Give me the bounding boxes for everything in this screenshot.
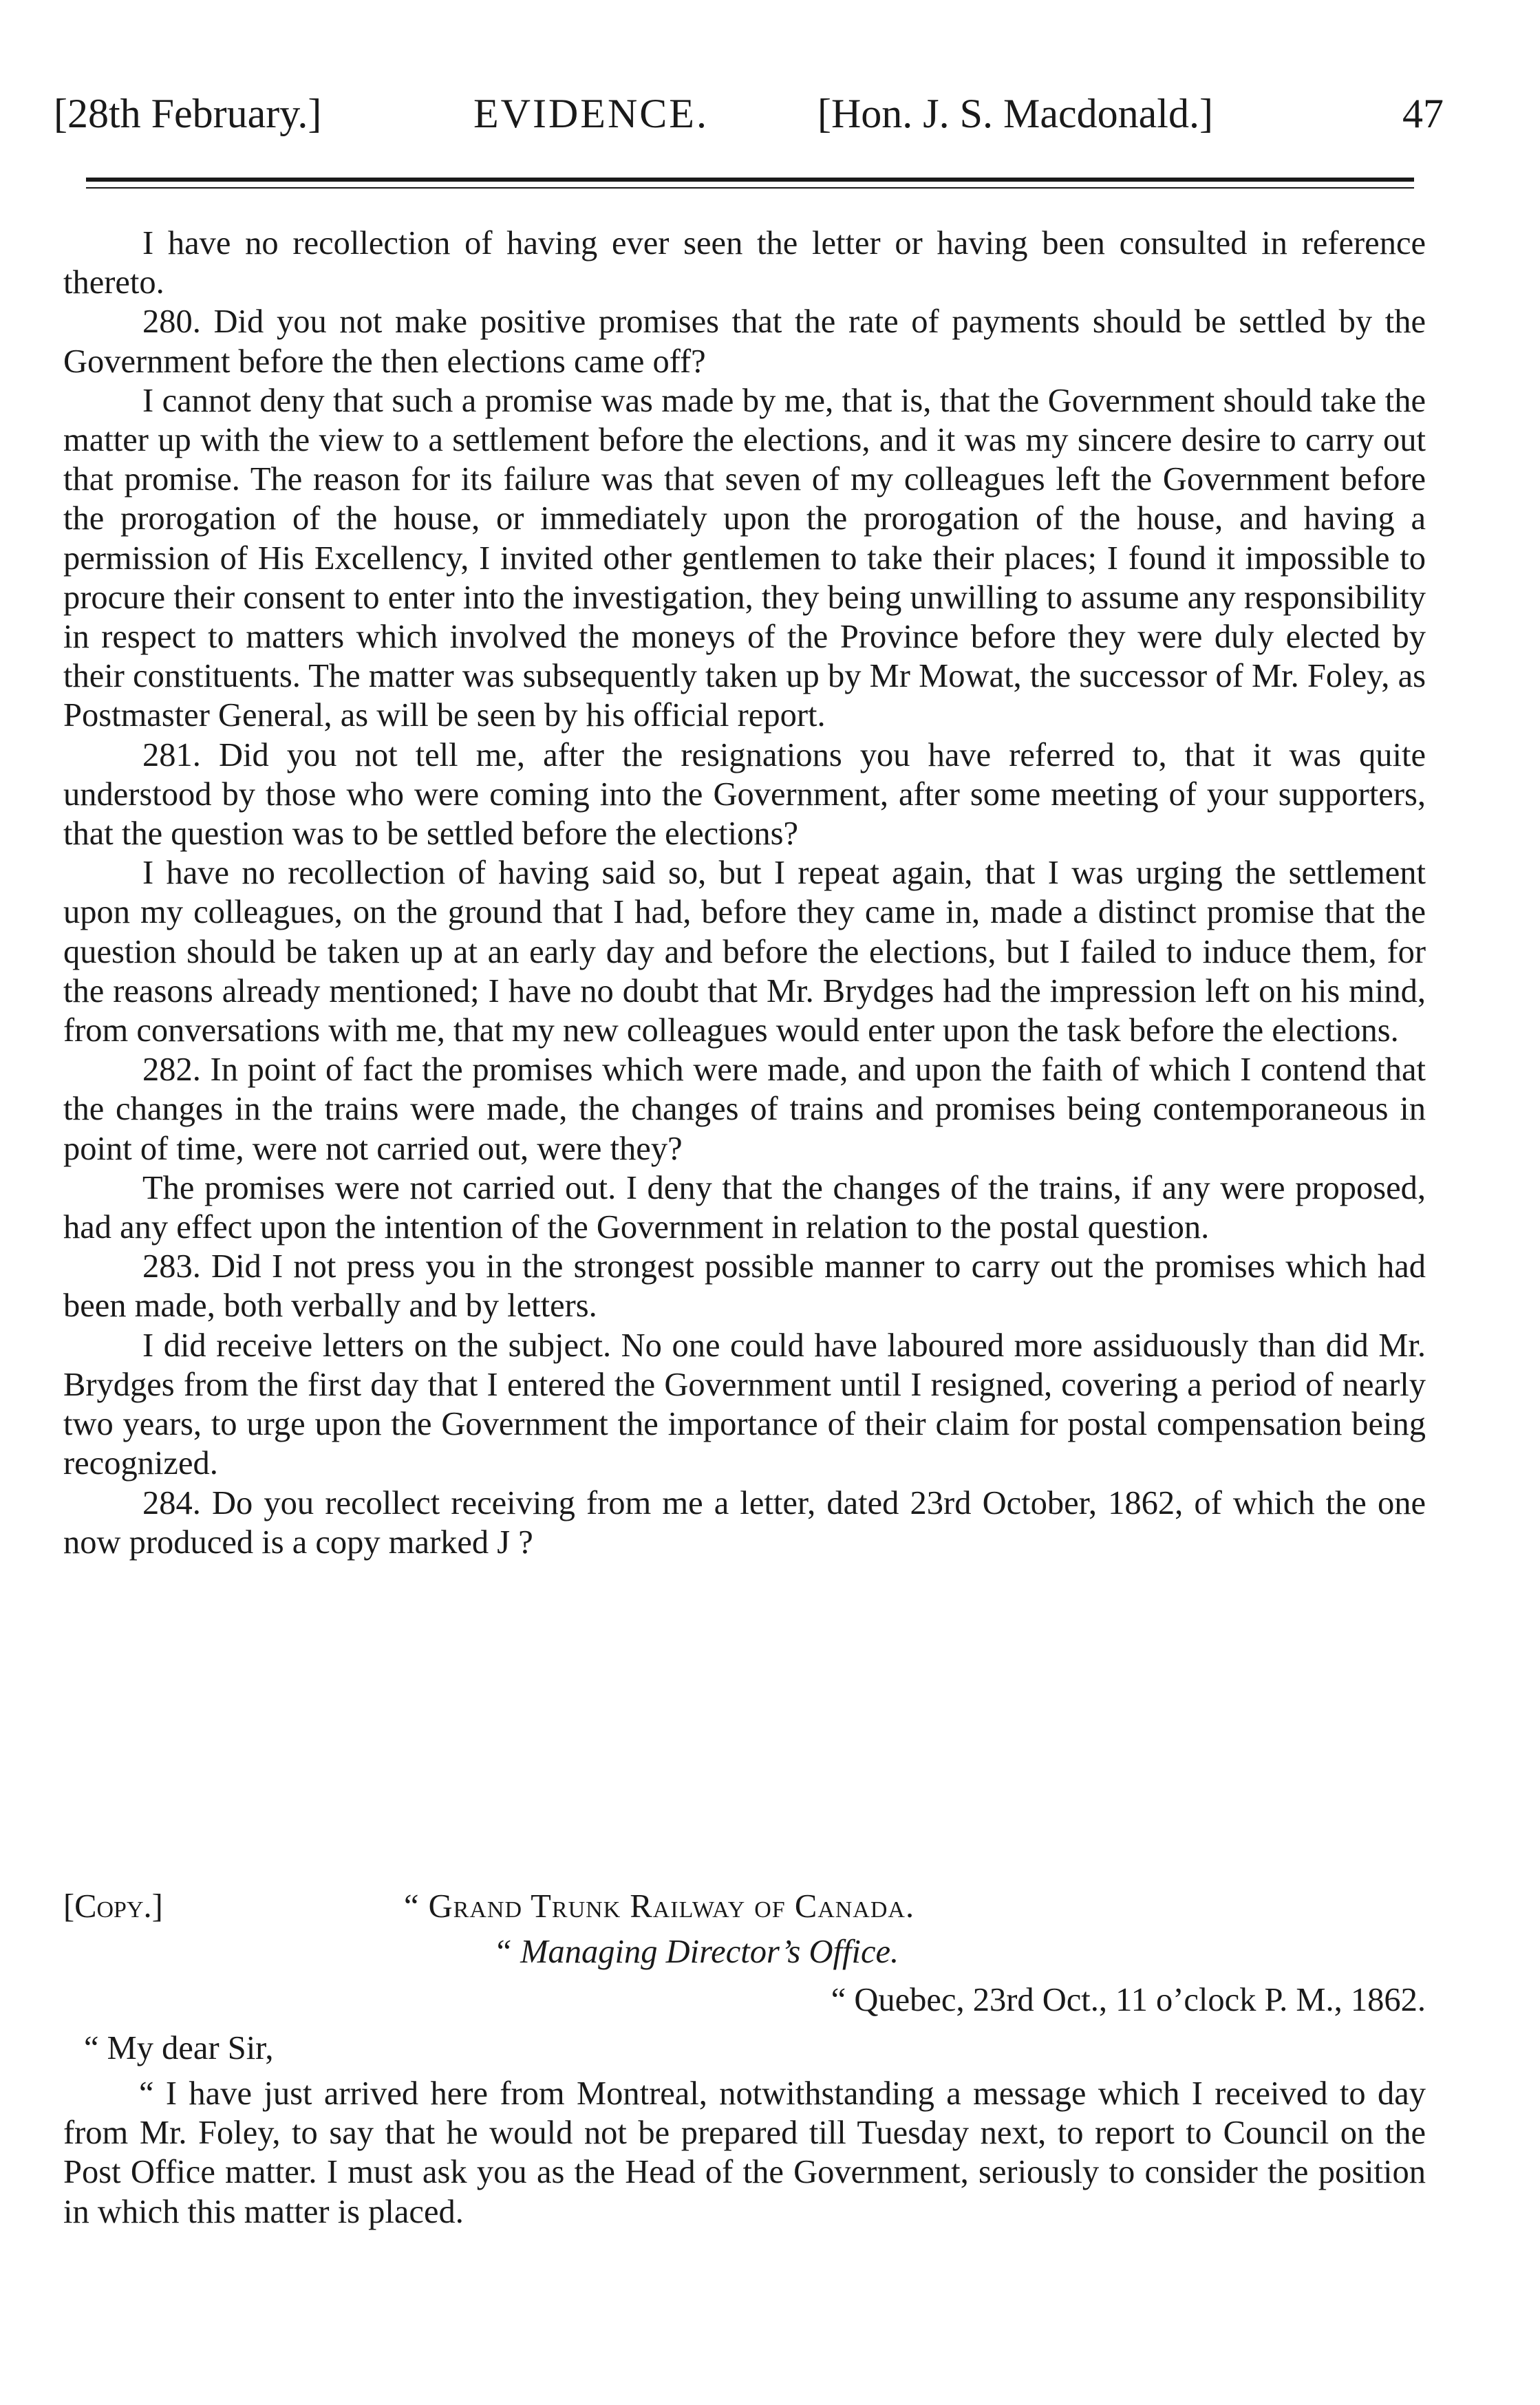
paragraph: 281. Did you not tell me, after the resignations you have referred to, that it was quite understood by those who were coming into the Government, after some meeting of your supporters, that the question was to be settled before the elections? bbox=[63, 736, 1426, 853]
paragraph: I did receive letters on the subject. No one could have laboured more assiduously than did Mr. Brydges from the first day that I entered the Government until I resigned, covering a period of nearly two years, to urge upon the Government the importance of their claim for postal compensation being recognized. bbox=[63, 1327, 1426, 1482]
header-rule-thin bbox=[86, 187, 1414, 189]
header-rule-thick bbox=[86, 178, 1414, 182]
copy-label: [Copy.] bbox=[63, 1888, 163, 1925]
paragraph: 280. Did you not make positive promises that the rate of payments should be settled by the Government before the then elections came off? bbox=[63, 303, 1426, 380]
paragraph: I have no recollection of having ever seen the letter or having been consulted in reference thereto. bbox=[63, 225, 1426, 301]
letter-copy bbox=[63, 1887, 1426, 2232]
paragraph: 284. Do you recollect receiving from me a letter, dated 23rd October, 1862, of which the one now produced is a copy marked J ? bbox=[63, 1484, 1426, 1561]
letter-salutation: “ My dear Sir, bbox=[84, 2030, 274, 2066]
letter-body: “ I have just arrived here from Montreal, notwithstanding a message which I received to day from Mr. Foley, to say that he would not be prepared till Tuesday next, to report to Council on the Post Office matter. I must ask you as the Head of the Government, seriously to consider the position in which this matter is placed. bbox=[63, 2075, 1426, 2230]
paragraph: The promises were not carried out. I deny that the changes of the trains, if any were proposed, had any effect upon the intention of the Government in relation to the postal question. bbox=[63, 1169, 1426, 1246]
header-title: EVIDENCE. bbox=[473, 91, 709, 136]
header-date: [28th February.] bbox=[54, 91, 322, 136]
letter-dateline: “ Quebec, 23rd Oct., 11 o’clock P. M., 1862. bbox=[831, 1982, 1426, 2018]
page-header bbox=[54, 83, 1444, 145]
paragraph: I cannot deny that such a promise was made by me, that is, that the Government should take the matter up with the view to a settlement before the elections, and it was my sincere desire to carry out that promise. The reason for its failure was that seven of my colleagues left the Government before the prorogation of the house, or immediately upon the prorogation of the house, and having a permission of His Excellency, I invited other gentlemen to take their places; I found it impossible to procure their consent to enter into the investigation, they being unwilling to assume any responsibility in respect to matters which involved the moneys of the Province before they were duly elected by their constituents. The matter was subsequently taken up by Mr Mowat, the successor of Mr. Foley, as Postmaster General, as will be seen by his official report. bbox=[63, 382, 1426, 734]
paragraph: I have no recollection of having said so, but I repeat again, that I was urging the settlement upon my colleagues, on the ground that I had, before they came in, made a distinct promise that the question should be taken up at an early day and before the elections, but I failed to induce them, for the reasons already mentioned; I have no doubt that Mr. Brydges had the impression left on his mind, from conversations with me, that my new colleagues would enter upon the task before the elections. bbox=[63, 855, 1426, 1049]
page-number: 47 bbox=[1402, 91, 1444, 136]
paragraph: 283. Did I not press you in the strongest possible manner to carry out the promises which had been made, both verbally and by letters. bbox=[63, 1248, 1426, 1325]
paragraph: 282. In point of fact the promises which were made, and upon the faith of which I contend that the changes in the trains were made, the changes of trains and promises being contemporaneous in point of time, were not carried out, were they? bbox=[63, 1051, 1426, 1167]
header-witness: [Hon. J. S. Macdonald.] bbox=[817, 91, 1213, 136]
letter-office: “ Managing Director’s Office. bbox=[493, 1934, 899, 1970]
letter-heading bbox=[63, 1887, 1426, 1932]
evidence-body bbox=[63, 224, 1426, 1562]
letter-company: “ Grand Trunk Railway of Canada. bbox=[404, 1888, 915, 1925]
